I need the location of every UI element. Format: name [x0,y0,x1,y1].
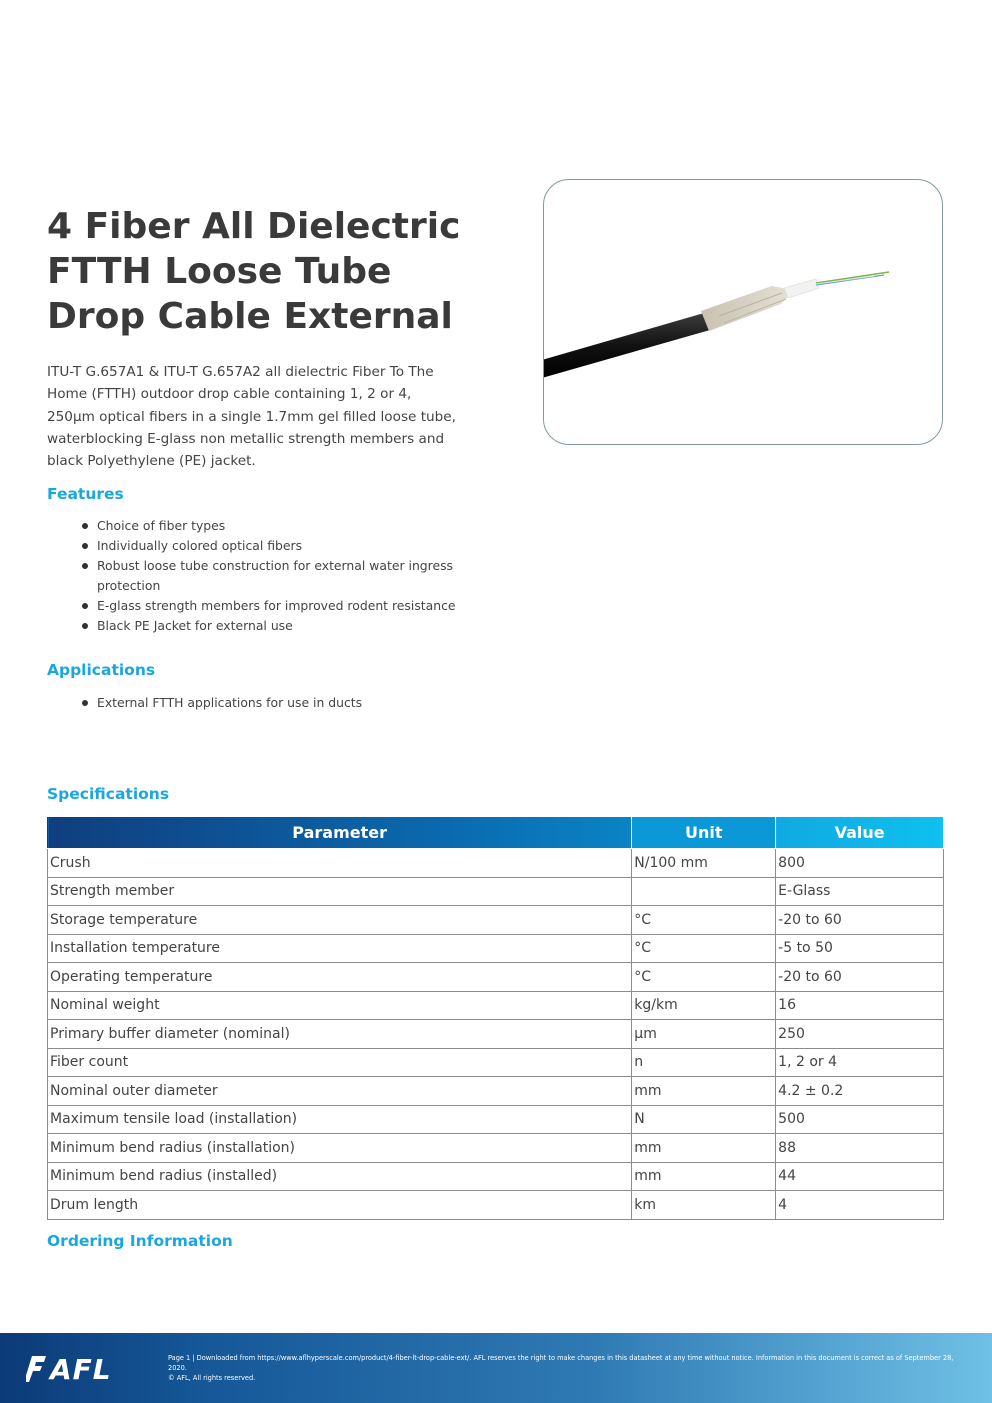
table-row [48,1077,944,1106]
afl-mark-icon [26,1356,46,1382]
cell-unit: km [632,1191,776,1220]
cell-unit: n [632,1048,776,1077]
cell-unit: mm [632,1162,776,1191]
column-header-value: Value [776,817,944,849]
footer-line-1: Page 1 | Downloaded from https://www.aflhyperscale.com/product/4-fiber-lt-drop-cable-ext/. AFL reserves the right to make changes in this datasheet at any time without notice. Information in this document is correct as of September 28, [168,1354,954,1362]
cell-value: 800 [776,849,944,878]
column-header-parameter: Parameter [48,817,632,849]
cell-unit: kg/km [632,991,776,1020]
cell-parameter: Minimum bend radius (installation) [48,1134,632,1163]
table-row [48,1191,944,1220]
cell-unit: µm [632,1020,776,1049]
cable-illustration [544,180,943,445]
list-item: Choice of fiber types [80,516,460,536]
title-line-1: 4 Fiber All Dielectric [47,206,461,247]
features-heading: Features [47,485,124,503]
table-row [48,1162,944,1191]
list-item: External FTTH applications for use in ducts [80,693,460,713]
cell-value: 1, 2 or 4 [776,1048,944,1077]
cell-parameter: Nominal weight [48,991,632,1020]
list-item: E-glass strength members for improved rodent resistance [80,596,460,616]
applications-list [80,693,460,713]
specifications-heading: Specifications [47,785,170,803]
cell-parameter: Operating temperature [48,963,632,992]
cell-unit: °C [632,906,776,935]
column-header-unit: Unit [632,817,776,849]
cell-value: 4 [776,1191,944,1220]
cell-unit: mm [632,1077,776,1106]
cell-parameter: Storage temperature [48,906,632,935]
table-row [48,1048,944,1077]
footer-disclaimer [168,1353,973,1383]
cell-parameter: Fiber count [48,1048,632,1077]
cell-value: 4.2 ± 0.2 [776,1077,944,1106]
cell-parameter: Maximum tensile load (installation) [48,1105,632,1134]
table-row [48,1105,944,1134]
product-image [543,179,943,445]
afl-logo [26,1353,112,1385]
cell-unit: °C [632,963,776,992]
cell-value: 500 [776,1105,944,1134]
cell-parameter: Drum length [48,1191,632,1220]
logo-text: AFL [50,1352,112,1386]
cell-value: E-Glass [776,877,944,906]
cell-unit: °C [632,934,776,963]
cell-parameter: Strength member [48,877,632,906]
table-header-row [48,817,944,849]
table-row [48,906,944,935]
cell-unit: mm [632,1134,776,1163]
cell-parameter: Nominal outer diameter [48,1077,632,1106]
cell-unit: N [632,1105,776,1134]
cell-value: -20 to 60 [776,963,944,992]
page-footer [0,1333,992,1403]
title-line-3: Drop Cable External [47,296,453,337]
cell-value: 250 [776,1020,944,1049]
cell-value: -20 to 60 [776,906,944,935]
table-row [48,934,944,963]
cell-unit [632,877,776,906]
table-row [48,991,944,1020]
table-row [48,877,944,906]
features-list [80,516,460,636]
cell-value: 88 [776,1134,944,1163]
specifications-table [47,816,944,1220]
table-row [48,849,944,878]
applications-heading: Applications [47,661,156,679]
cell-unit: N/100 mm [632,849,776,878]
cell-parameter: Primary buffer diameter (nominal) [48,1020,632,1049]
list-item: Robust loose tube construction for external water ingress protection [80,556,460,596]
list-item: Individually colored optical fibers [80,536,460,556]
cell-value: 16 [776,991,944,1020]
table-row [48,1020,944,1049]
cell-parameter: Installation temperature [48,934,632,963]
list-item: Black PE Jacket for external use [80,616,460,636]
table-row [48,963,944,992]
page-title [47,204,507,339]
title-line-2: FTTH Loose Tube [47,251,392,292]
cell-parameter: Minimum bend radius (installed) [48,1162,632,1191]
cell-parameter: Crush [48,849,632,878]
product-description: ITU-T G.657A1 & ITU-T G.657A2 all dielectric Fiber To The Home (FTTH) outdoor drop cable containing 1, 2 or 4, 250µm optical fibers in a single 1.7mm gel filled loose tube, waterblocking E-glass non metallic strength members and black Polyethylene (PE) jacket. [47,364,456,470]
footer-line-2: 2020. [168,1364,187,1372]
ordering-information-heading: Ordering Information [47,1232,233,1250]
cell-value: -5 to 50 [776,934,944,963]
cell-value: 44 [776,1162,944,1191]
table-row [48,1134,944,1163]
footer-copyright: © AFL, All rights reserved. [168,1374,256,1382]
